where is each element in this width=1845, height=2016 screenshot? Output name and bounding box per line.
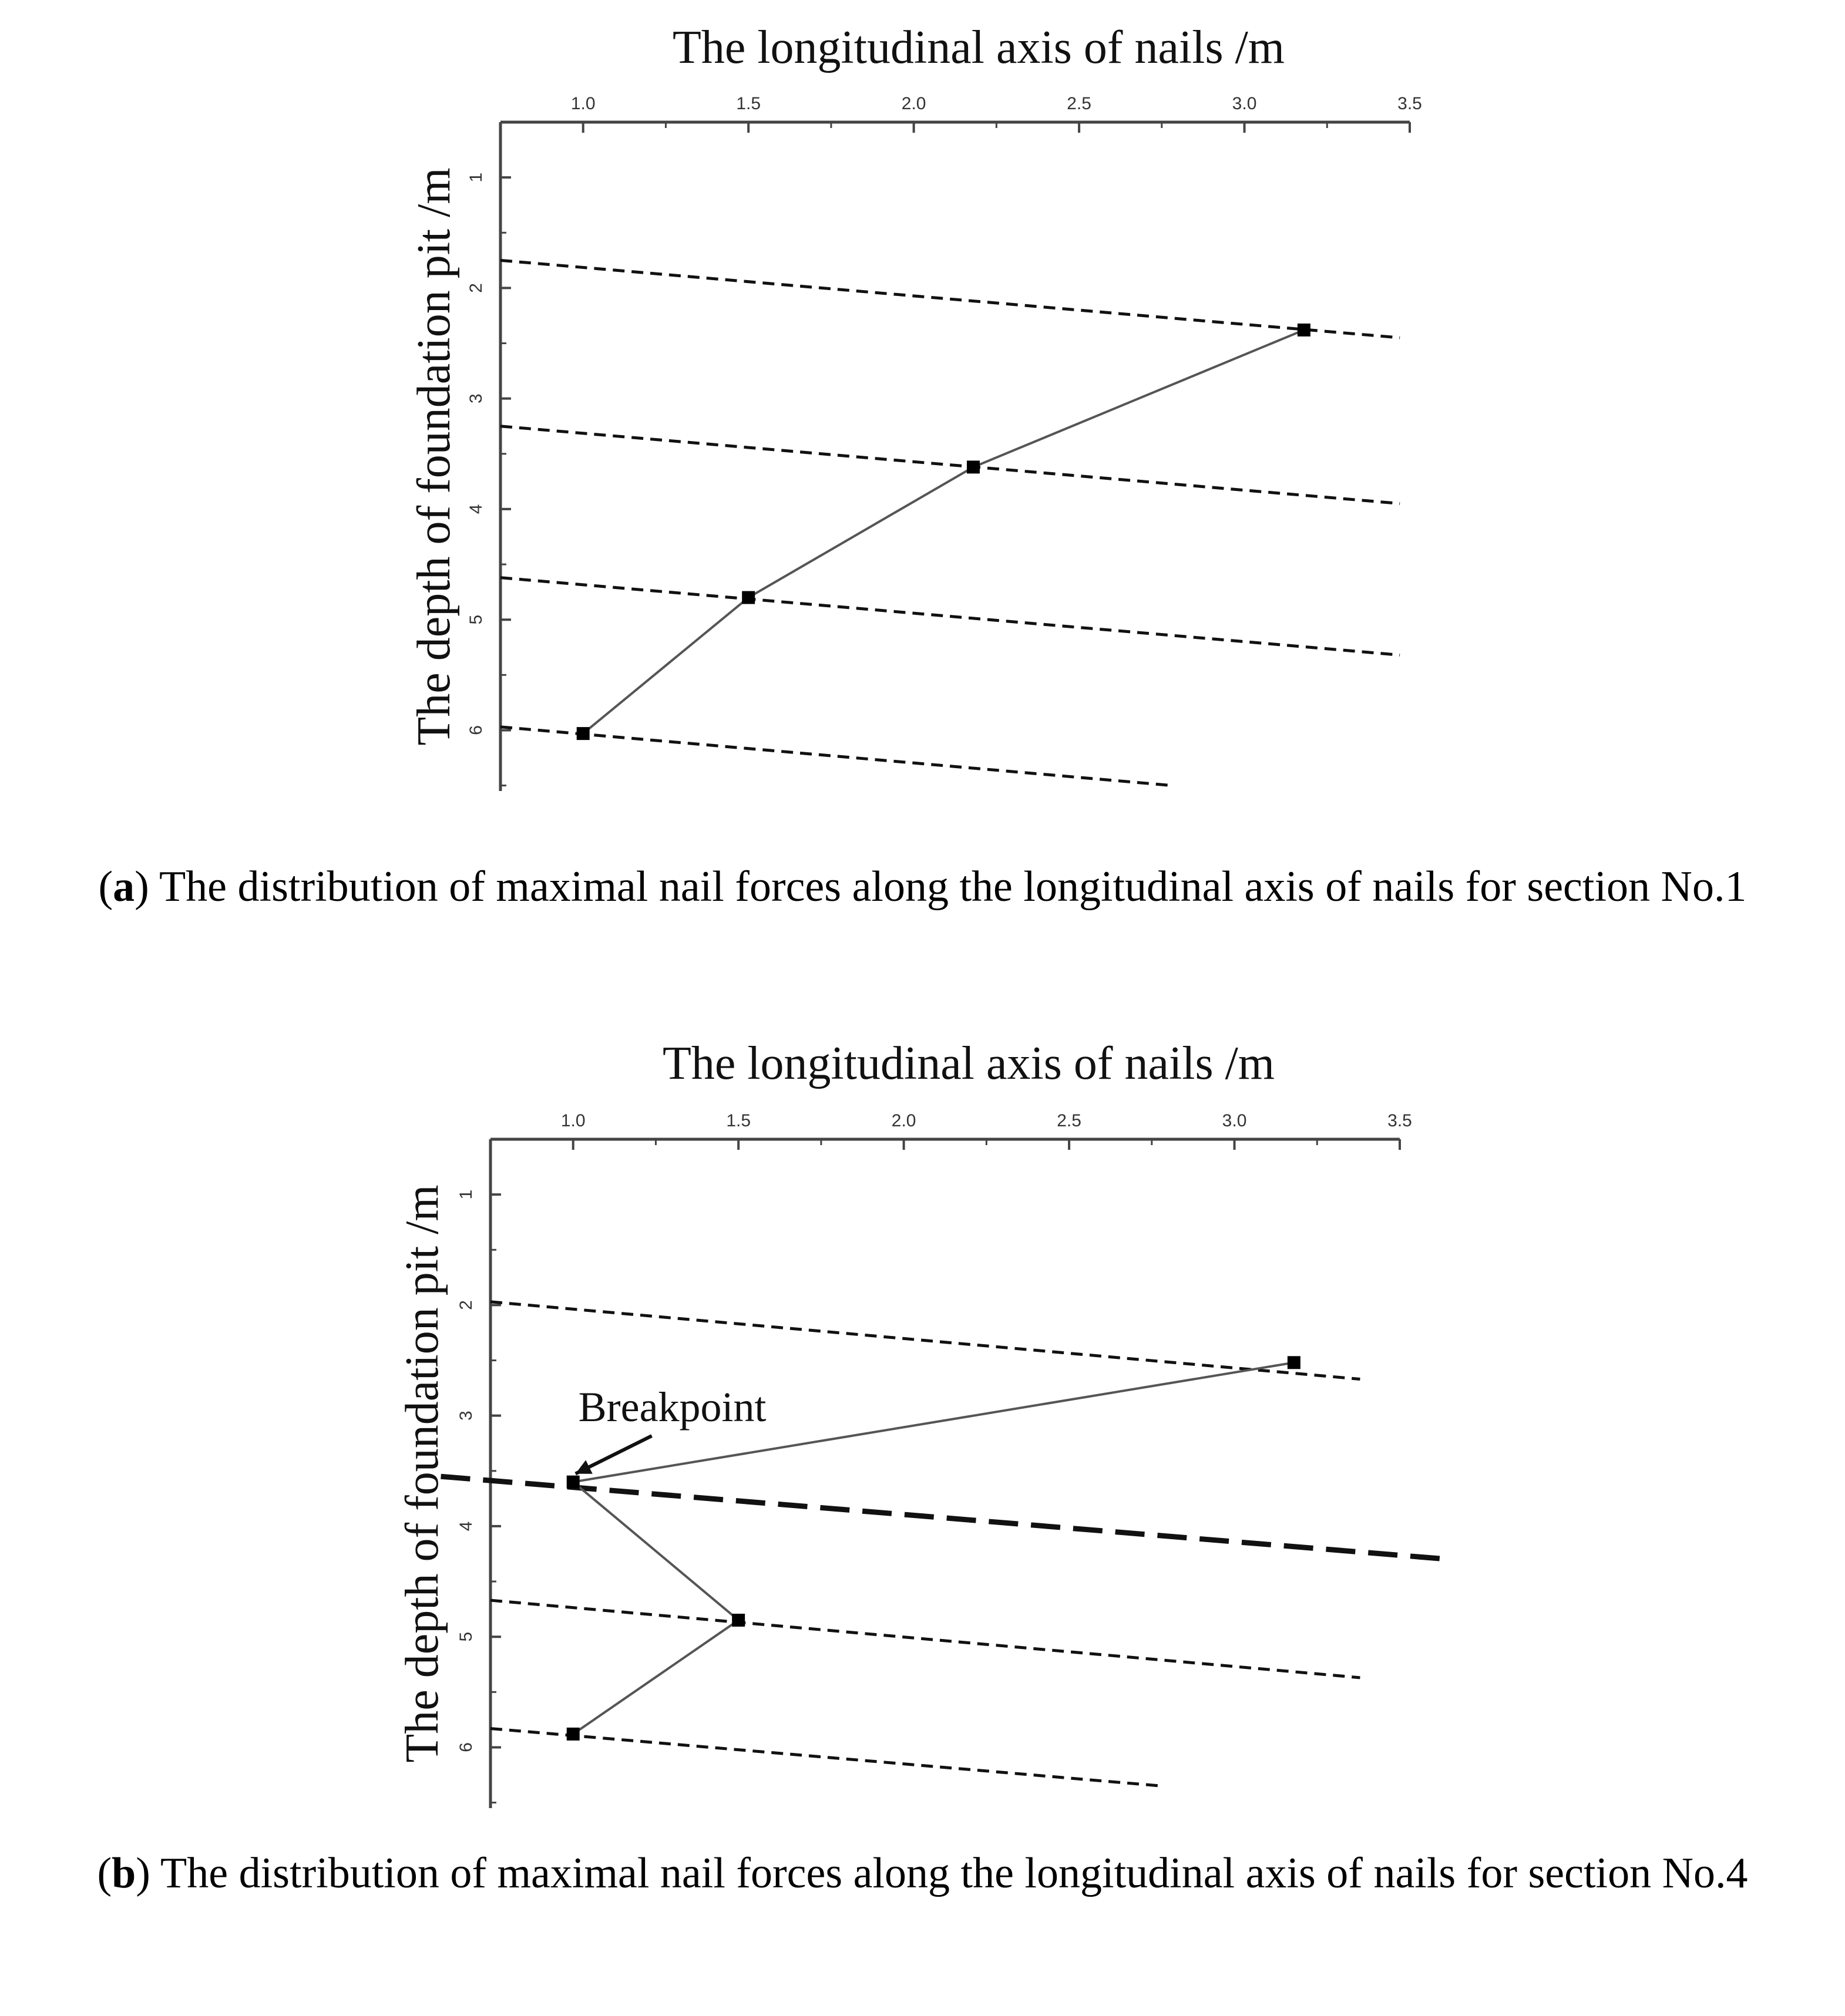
- slip-line-dashed: [490, 1302, 1360, 1379]
- x-tick-label: 3.0: [1222, 1111, 1247, 1130]
- chart-svg-a: [0, 0, 1845, 857]
- x-tick-label: 3.0: [1232, 94, 1257, 113]
- y-tick-label: 1: [456, 1189, 476, 1200]
- caption-letter: a: [113, 863, 135, 911]
- slip-line-dashed: [500, 578, 1400, 655]
- x-tick-label: 3.5: [1397, 94, 1422, 113]
- x-tick-label: 1.0: [570, 94, 596, 113]
- caption-b: (b) The distribution of maximal nail forces along the longitudinal axis of nails for section No.4: [97, 1849, 1748, 1897]
- x-tick-label: 2.0: [901, 94, 926, 113]
- data-point-marker: [732, 1614, 745, 1627]
- series-line: [583, 330, 1304, 733]
- y-tick-label: 1: [466, 172, 486, 183]
- y-tick-label: 6: [466, 725, 486, 735]
- x-axis-title: The longitudinal axis of nails /m: [672, 22, 1285, 73]
- chart-svg-b: [0, 1022, 1845, 1844]
- caption-text: ) The distribution of maximal nail forces along the longitudinal axis of nails for section No.4: [136, 1849, 1748, 1897]
- data-point-marker: [742, 591, 755, 604]
- x-axis-title: The longitudinal axis of nails /m: [662, 1038, 1275, 1089]
- slip-line-dashed: [490, 1600, 1360, 1678]
- slip-line-bold-dashed: [441, 1476, 1450, 1559]
- y-tick-label: 3: [466, 393, 486, 404]
- slip-line-dashed: [500, 260, 1400, 338]
- data-point-marker: [567, 1728, 580, 1741]
- y-tick-label: 6: [456, 1742, 476, 1752]
- x-tick-label: 2.5: [1067, 94, 1091, 113]
- x-tick-label: 1.5: [736, 94, 761, 113]
- data-point-marker: [1288, 1356, 1300, 1369]
- y-tick-label: 4: [456, 1521, 476, 1532]
- y-tick-label: 5: [466, 614, 486, 625]
- y-tick-label: 2: [456, 1300, 476, 1310]
- slip-line-dashed: [500, 727, 1172, 786]
- caption-letter: b: [112, 1849, 136, 1897]
- y-tick-label: 4: [466, 504, 486, 514]
- y-axis-title: The depth of foundation pit /m: [396, 1184, 448, 1763]
- y-axis-title: The depth of foundation pit /m: [408, 167, 460, 746]
- x-tick-label: 3.5: [1387, 1111, 1412, 1130]
- x-tick-label: 1.5: [726, 1111, 751, 1130]
- slip-line-dashed: [500, 426, 1400, 504]
- x-tick-label: 2.5: [1057, 1111, 1081, 1130]
- chart-panel-b: [0, 1022, 1845, 2016]
- data-point-marker: [567, 1476, 580, 1489]
- x-tick-label: 2.0: [891, 1111, 916, 1130]
- y-tick-label: 5: [456, 1631, 476, 1642]
- caption-a: (a) The distribution of maximal nail forces along the longitudinal axis of nails for section No.1: [98, 863, 1747, 911]
- y-tick-label: 2: [466, 283, 486, 293]
- breakpoint-annotation: Breakpoint: [578, 1384, 767, 1431]
- data-point-marker: [1298, 324, 1310, 336]
- caption-text: ) The distribution of maximal nail forces along the longitudinal axis of nails for section No.1: [135, 863, 1747, 911]
- data-point-marker: [577, 727, 590, 740]
- slip-line-dashed: [490, 1728, 1162, 1786]
- data-point-marker: [967, 460, 980, 473]
- y-tick-label: 3: [456, 1411, 476, 1421]
- x-tick-label: 1.0: [560, 1111, 586, 1130]
